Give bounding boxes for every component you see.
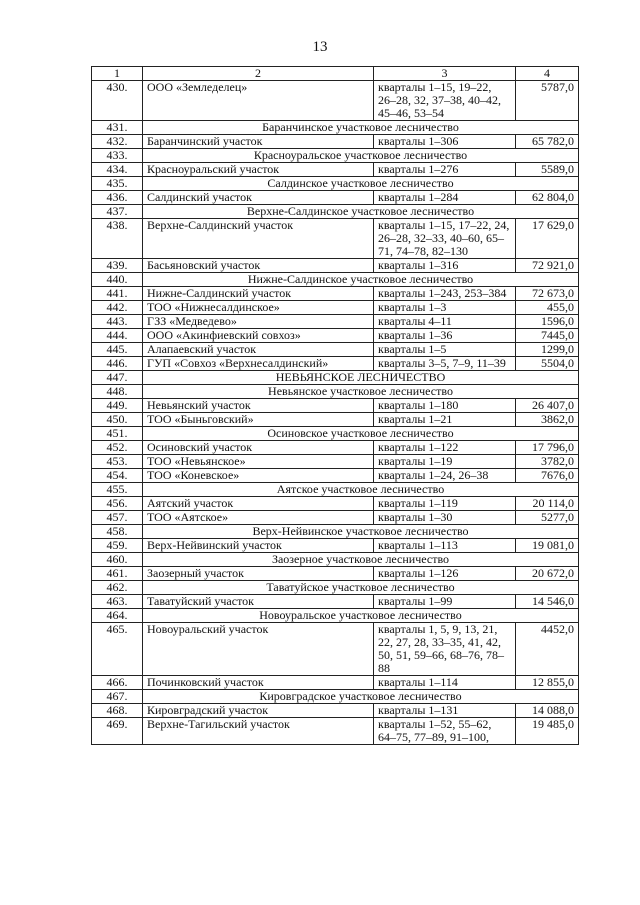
table-row (92, 259, 579, 273)
section-title: Заозерное участковое лесничество (143, 553, 579, 567)
area-cell: 4452,0 (516, 623, 579, 676)
table-row (92, 567, 579, 581)
quarters-cell: кварталы 1–30 (374, 511, 516, 525)
table-row (92, 81, 579, 121)
section-row (92, 149, 579, 163)
quarters-cell: кварталы 1–131 (374, 704, 516, 718)
area-cell: 12 855,0 (516, 676, 579, 690)
row-number: 464. (92, 609, 143, 623)
quarters-cell: кварталы 1–15, 17–22, 24, 26–28, 32–33, 40–60, 65–71, 74–78, 82–130 (374, 219, 516, 259)
row-number: 465. (92, 623, 143, 676)
plot-name: Алапаевский участок (143, 343, 374, 357)
quarters-cell: кварталы 1–5 (374, 343, 516, 357)
table-row (92, 329, 579, 343)
quarters-cell: кварталы 1–36 (374, 329, 516, 343)
quarters-cell: кварталы 1–15, 19–22, 26–28, 32, 37–38, 40–42, 45–46, 53–54 (374, 81, 516, 121)
area-cell: 20 114,0 (516, 497, 579, 511)
row-number: 443. (92, 315, 143, 329)
area-cell: 17 629,0 (516, 219, 579, 259)
table-row (92, 191, 579, 205)
quarters-cell: кварталы 4–11 (374, 315, 516, 329)
row-number: 467. (92, 690, 143, 704)
column-header-2: 2 (143, 67, 374, 81)
row-number: 446. (92, 357, 143, 371)
quarters-cell: кварталы 1–316 (374, 259, 516, 273)
section-row (92, 609, 579, 623)
plot-name: Басьяновский участок (143, 259, 374, 273)
row-number: 460. (92, 553, 143, 567)
row-number: 468. (92, 704, 143, 718)
section-title: Верх-Нейвинское участковое лесничество (143, 525, 579, 539)
quarters-cell: кварталы 1–306 (374, 135, 516, 149)
table-row (92, 511, 579, 525)
section-title: Таватуйское участковое лесничество (143, 581, 579, 595)
row-number: 437. (92, 205, 143, 219)
area-cell: 1299,0 (516, 343, 579, 357)
table-row (92, 676, 579, 690)
row-number: 457. (92, 511, 143, 525)
table-row (92, 595, 579, 609)
plot-name: Аятский участок (143, 497, 374, 511)
section-title: Осиновское участковое лесничество (143, 427, 579, 441)
area-cell: 455,0 (516, 301, 579, 315)
table-row (92, 163, 579, 177)
row-number: 434. (92, 163, 143, 177)
quarters-cell: кварталы 1–119 (374, 497, 516, 511)
plot-name: Новоуральский участок (143, 623, 374, 676)
table-row (92, 399, 579, 413)
quarters-cell: кварталы 1–243, 253–384 (374, 287, 516, 301)
quarters-cell: кварталы 1–114 (374, 676, 516, 690)
column-header-4: 4 (516, 67, 579, 81)
quarters-cell: кварталы 1–52, 55–62, 64–75, 77–89, 91–100, (374, 718, 516, 745)
row-number: 463. (92, 595, 143, 609)
area-cell: 72 673,0 (516, 287, 579, 301)
area-cell: 19 081,0 (516, 539, 579, 553)
plot-name: ТОО «Аятское» (143, 511, 374, 525)
row-number: 432. (92, 135, 143, 149)
row-number: 450. (92, 413, 143, 427)
table-row (92, 704, 579, 718)
row-number: 430. (92, 81, 143, 121)
row-number: 442. (92, 301, 143, 315)
plot-name: Заозерный участок (143, 567, 374, 581)
row-number: 458. (92, 525, 143, 539)
area-cell: 72 921,0 (516, 259, 579, 273)
table-body (92, 81, 579, 745)
area-cell: 1596,0 (516, 315, 579, 329)
section-row (92, 581, 579, 595)
quarters-cell: кварталы 1–113 (374, 539, 516, 553)
row-number: 455. (92, 483, 143, 497)
area-cell: 20 672,0 (516, 567, 579, 581)
section-title: Верхне-Салдинское участковое лесничество (143, 205, 579, 219)
plot-name: ГУП «Совхоз «Верхнесалдинский» (143, 357, 374, 371)
row-number: 448. (92, 385, 143, 399)
section-row (92, 273, 579, 287)
area-cell: 65 782,0 (516, 135, 579, 149)
table-row (92, 343, 579, 357)
section-title: Кировградское участковое лесничество (143, 690, 579, 704)
area-cell: 14 088,0 (516, 704, 579, 718)
page-number: 13 (312, 39, 328, 55)
row-number: 454. (92, 469, 143, 483)
area-cell: 5277,0 (516, 511, 579, 525)
plot-name: Салдинский участок (143, 191, 374, 205)
table-row (92, 413, 579, 427)
row-number: 436. (92, 191, 143, 205)
area-cell: 62 804,0 (516, 191, 579, 205)
row-number: 438. (92, 219, 143, 259)
row-number: 440. (92, 273, 143, 287)
table-header-row (92, 67, 579, 81)
table-row (92, 357, 579, 371)
area-cell: 17 796,0 (516, 441, 579, 455)
quarters-cell: кварталы 1–122 (374, 441, 516, 455)
plot-name: Таватуйский участок (143, 595, 374, 609)
quarters-cell: кварталы 1–21 (374, 413, 516, 427)
section-title: Баранчинское участковое лесничество (143, 121, 579, 135)
area-cell: 7676,0 (516, 469, 579, 483)
quarters-cell: кварталы 1–99 (374, 595, 516, 609)
table-row (92, 718, 579, 745)
section-title: Салдинское участковое лесничество (143, 177, 579, 191)
section-title: Новоуральское участковое лесничество (143, 609, 579, 623)
section-row (92, 483, 579, 497)
area-cell: 14 546,0 (516, 595, 579, 609)
area-cell: 19 485,0 (516, 718, 579, 745)
section-row (92, 371, 579, 385)
table-row (92, 219, 579, 259)
table-row (92, 539, 579, 553)
section-row (92, 205, 579, 219)
row-number: 462. (92, 581, 143, 595)
column-header-1: 1 (92, 67, 143, 81)
forestry-table (91, 66, 579, 745)
table-row (92, 469, 579, 483)
table-row (92, 623, 579, 676)
table-row (92, 455, 579, 469)
quarters-cell: кварталы 1–24, 26–38 (374, 469, 516, 483)
area-cell: 3782,0 (516, 455, 579, 469)
section-title: Невьянское участковое лесничество (143, 385, 579, 399)
row-number: 469. (92, 718, 143, 745)
plot-name: Починковский участок (143, 676, 374, 690)
section-row (92, 525, 579, 539)
quarters-cell: кварталы 1, 5, 9, 13, 21, 22, 27, 28, 33–35, 41, 42, 50, 51, 59–66, 68–76, 78–88 (374, 623, 516, 676)
row-number: 445. (92, 343, 143, 357)
quarters-cell: кварталы 1–126 (374, 567, 516, 581)
plot-name: Баранчинский участок (143, 135, 374, 149)
section-row (92, 427, 579, 441)
plot-name: Верх-Нейвинский участок (143, 539, 374, 553)
section-title: Красноуральское участковое лесничество (143, 149, 579, 163)
table-row (92, 135, 579, 149)
plot-name: ТОО «Нижнесалдинское» (143, 301, 374, 315)
plot-name: Красноуральский участок (143, 163, 374, 177)
section-row (92, 177, 579, 191)
row-number: 461. (92, 567, 143, 581)
plot-name: Кировградский участок (143, 704, 374, 718)
row-number: 435. (92, 177, 143, 191)
row-number: 447. (92, 371, 143, 385)
table-row (92, 315, 579, 329)
row-number: 452. (92, 441, 143, 455)
section-row (92, 385, 579, 399)
plot-name: Нижне-Салдинский участок (143, 287, 374, 301)
plot-name: Осиновский участок (143, 441, 374, 455)
area-cell: 5787,0 (516, 81, 579, 121)
row-number: 431. (92, 121, 143, 135)
table-row (92, 287, 579, 301)
plot-name: ООО «Земледелец» (143, 81, 374, 121)
plot-name: Верхне-Салдинский участок (143, 219, 374, 259)
plot-name: ГЗЗ «Медведево» (143, 315, 374, 329)
row-number: 466. (92, 676, 143, 690)
section-title: Нижне-Салдинское участковое лесничество (143, 273, 579, 287)
table-row (92, 301, 579, 315)
quarters-cell: кварталы 1–3 (374, 301, 516, 315)
row-number: 444. (92, 329, 143, 343)
row-number: 433. (92, 149, 143, 163)
quarters-cell: кварталы 1–180 (374, 399, 516, 413)
quarters-cell: кварталы 3–5, 7–9, 11–39 (374, 357, 516, 371)
section-row (92, 121, 579, 135)
section-row (92, 690, 579, 704)
quarters-cell: кварталы 1–284 (374, 191, 516, 205)
plot-name: ТОО «Невьянское» (143, 455, 374, 469)
row-number: 456. (92, 497, 143, 511)
row-number: 451. (92, 427, 143, 441)
quarters-cell: кварталы 1–276 (374, 163, 516, 177)
quarters-cell: кварталы 1–19 (374, 455, 516, 469)
table-row (92, 441, 579, 455)
section-row (92, 553, 579, 567)
area-cell: 26 407,0 (516, 399, 579, 413)
row-number: 449. (92, 399, 143, 413)
plot-name: ТОО «Коневское» (143, 469, 374, 483)
row-number: 441. (92, 287, 143, 301)
plot-name: ООО «Акинфиевский совхоз» (143, 329, 374, 343)
plot-name: ТОО «Быньговский» (143, 413, 374, 427)
plot-name: Невьянский участок (143, 399, 374, 413)
column-header-3: 3 (374, 67, 516, 81)
row-number: 439. (92, 259, 143, 273)
area-cell: 3862,0 (516, 413, 579, 427)
area-cell: 7445,0 (516, 329, 579, 343)
section-title: НЕВЬЯНСКОЕ ЛЕСНИЧЕСТВО (143, 371, 579, 385)
row-number: 453. (92, 455, 143, 469)
table-row (92, 497, 579, 511)
area-cell: 5504,0 (516, 357, 579, 371)
section-title: Аятское участковое лесничество (143, 483, 579, 497)
row-number: 459. (92, 539, 143, 553)
area-cell: 5589,0 (516, 163, 579, 177)
plot-name: Верхне-Тагильский участок (143, 718, 374, 745)
